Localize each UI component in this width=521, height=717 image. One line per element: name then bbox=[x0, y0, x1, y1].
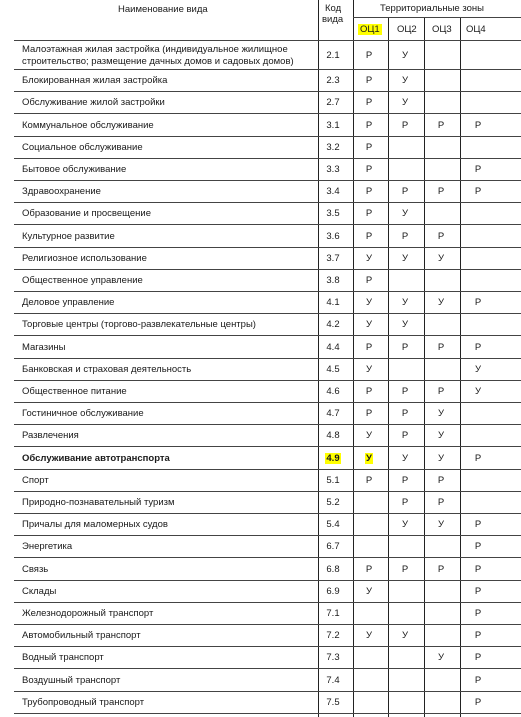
zone-value-4: Р bbox=[474, 607, 482, 619]
zone-value-4: У bbox=[474, 363, 482, 375]
row-rule bbox=[14, 535, 521, 536]
row-code: 3.1 bbox=[326, 119, 340, 131]
row-name: Склады bbox=[22, 585, 57, 597]
row-name: Здравоохранение bbox=[22, 186, 101, 198]
zone-value-2: Р bbox=[401, 341, 409, 353]
row-name: Общественное питание bbox=[22, 385, 127, 397]
zone-value-3: Р bbox=[437, 230, 445, 242]
row-name: Автомобильный транспорт bbox=[22, 630, 141, 642]
row-code: 4.1 bbox=[326, 297, 340, 309]
row-code: 3.3 bbox=[326, 163, 340, 175]
zone-value-2: У bbox=[401, 319, 409, 331]
zone-value-1: Р bbox=[365, 474, 373, 486]
zone-value-1: У bbox=[365, 585, 373, 597]
row-rule bbox=[14, 580, 521, 581]
zone-value-3: У bbox=[437, 452, 445, 464]
row-rule bbox=[14, 69, 521, 70]
zone-value-2: У bbox=[401, 75, 409, 87]
zone-label-2: ОЦ2 bbox=[397, 24, 417, 35]
highlighted-code: 4.9 bbox=[326, 452, 340, 464]
row-rule bbox=[14, 691, 521, 692]
zone-value-1: Р bbox=[365, 563, 373, 575]
zone-value-3: У bbox=[437, 430, 445, 442]
row-code: 4.2 bbox=[326, 319, 340, 331]
row-rule bbox=[14, 113, 521, 114]
zone-value-1: У bbox=[365, 319, 373, 331]
zone-value-2: Р bbox=[401, 408, 409, 420]
header-zone-rule bbox=[353, 17, 521, 18]
row-rule bbox=[14, 291, 521, 292]
row-name: Культурное развитие bbox=[22, 230, 115, 242]
row-name: Воздушный транспорт bbox=[22, 674, 121, 686]
zone-value-2: Р bbox=[401, 563, 409, 575]
row-name: Торговые центры (торгово-развлекательные центры) bbox=[22, 319, 256, 331]
row-rule bbox=[14, 424, 521, 425]
zone-label-3: ОЦ3 bbox=[432, 24, 452, 35]
zone-value-1: Р bbox=[365, 186, 373, 198]
row-rule bbox=[14, 602, 521, 603]
zone-value-4: Р bbox=[474, 585, 482, 597]
row-code: 4.7 bbox=[326, 408, 340, 420]
zone-value-4: Р bbox=[474, 452, 482, 464]
zone-value-2: У bbox=[401, 49, 409, 61]
zone-value-2: Р bbox=[401, 119, 409, 131]
row-rule bbox=[14, 491, 521, 492]
zone-value-1: Р bbox=[365, 49, 373, 61]
zone-value-1: Р bbox=[365, 97, 373, 109]
row-name: Спорт bbox=[22, 474, 49, 486]
zone-value-2: Р bbox=[401, 385, 409, 397]
row-code: 3.2 bbox=[326, 141, 340, 153]
zone-column-rule bbox=[424, 17, 425, 717]
zone-value-3: Р bbox=[437, 119, 445, 131]
row-name: Водный транспорт bbox=[22, 652, 104, 664]
zone-value-1: Р bbox=[365, 408, 373, 420]
row-name: Блокированная жилая застройка bbox=[22, 75, 168, 87]
zone-value-2: У bbox=[401, 519, 409, 531]
row-code: 3.5 bbox=[326, 208, 340, 220]
zone-value-1: Р bbox=[365, 163, 373, 175]
zone-value-3: Р bbox=[437, 186, 445, 198]
zone-value-1: Р bbox=[365, 75, 373, 87]
header-code-line1: Код bbox=[325, 3, 342, 14]
zone-column-rule bbox=[388, 17, 389, 717]
row-code: 7.1 bbox=[326, 607, 340, 619]
zone-value-2: У bbox=[401, 252, 409, 264]
row-code: 6.7 bbox=[326, 541, 340, 553]
zone-value-1: Р bbox=[365, 341, 373, 353]
zone-value-4: Р bbox=[474, 674, 482, 686]
row-code: 4.4 bbox=[326, 341, 340, 353]
row-name: Религиозное использование bbox=[22, 252, 147, 264]
row-name: Обслуживание жилой застройки bbox=[22, 97, 165, 109]
zone-value-4: Р bbox=[474, 563, 482, 575]
row-name: Энергетика bbox=[22, 541, 73, 553]
zone-value-4: Р bbox=[474, 186, 482, 198]
row-name-line2: строительство; размещение дачных домов и садовых домов) bbox=[22, 56, 294, 67]
zone-value-4: Р bbox=[474, 696, 482, 708]
row-rule bbox=[14, 158, 521, 159]
row-name: Связь bbox=[22, 563, 49, 575]
zone-value-2: Р bbox=[401, 474, 409, 486]
row-rule bbox=[14, 136, 521, 137]
zone-value-4: У bbox=[474, 385, 482, 397]
zone-value-3: Р bbox=[437, 474, 445, 486]
zone-value-4: Р bbox=[474, 519, 482, 531]
row-code: 3.7 bbox=[326, 252, 340, 264]
zone-value-1: У bbox=[365, 297, 373, 309]
row-code: 2.7 bbox=[326, 97, 340, 109]
row-code: 3.8 bbox=[326, 274, 340, 286]
zone-value-2: Р bbox=[401, 230, 409, 242]
header-name: Наименование вида bbox=[118, 4, 208, 15]
row-name: Банковская и страховая деятельность bbox=[22, 363, 192, 375]
zone-value-3: У bbox=[437, 408, 445, 420]
row-rule bbox=[14, 402, 521, 403]
zone-value-1: Р bbox=[365, 274, 373, 286]
zone-value-4: Р bbox=[474, 163, 482, 175]
row-rule bbox=[14, 91, 521, 92]
header-bottom-rule bbox=[14, 40, 521, 41]
row-code: 5.1 bbox=[326, 474, 340, 486]
row-rule bbox=[14, 713, 521, 714]
row-code: 5.2 bbox=[326, 496, 340, 508]
row-rule bbox=[14, 335, 521, 336]
row-rule bbox=[14, 668, 521, 669]
row-code: 3.6 bbox=[326, 230, 340, 242]
zone-column-rule bbox=[460, 17, 461, 717]
row-name: Коммунальное обслуживание bbox=[22, 119, 154, 131]
zone-value-3: У bbox=[437, 252, 445, 264]
header-code-line2: вида bbox=[322, 14, 344, 25]
zone-value-2: У bbox=[401, 297, 409, 309]
row-name: Социальное обслуживание bbox=[22, 141, 143, 153]
zone-value-4: Р bbox=[474, 630, 482, 642]
zone-value-1: У bbox=[365, 252, 373, 264]
zone-value-1: Р bbox=[365, 141, 373, 153]
row-rule bbox=[14, 247, 521, 248]
zone-value-2: Р bbox=[401, 496, 409, 508]
zone-value-2: Р bbox=[401, 186, 409, 198]
zone-value-1: Р bbox=[365, 119, 373, 131]
row-name: Трубопроводный транспорт bbox=[22, 696, 145, 708]
row-code: 4.8 bbox=[326, 430, 340, 442]
row-name: Бытовое обслуживание bbox=[22, 163, 127, 175]
zone-value-4: Р bbox=[474, 297, 482, 309]
row-name: Причалы для маломерных судов bbox=[22, 519, 168, 531]
zone-value-3: Р bbox=[437, 385, 445, 397]
zone-value-3: У bbox=[437, 652, 445, 664]
zone-value-2: У bbox=[401, 97, 409, 109]
row-rule bbox=[14, 557, 521, 558]
row-rule bbox=[14, 313, 521, 314]
zone-value-4: Р bbox=[474, 541, 482, 553]
row-name: Образование и просвещение bbox=[22, 208, 151, 220]
row-code: 2.1 bbox=[326, 49, 340, 61]
zone-value-2: Р bbox=[401, 430, 409, 442]
zone-value-4: Р bbox=[474, 119, 482, 131]
zone-value-2: У bbox=[401, 630, 409, 642]
zone-value-1 bbox=[359, 453, 379, 464]
row-code: 7.3 bbox=[326, 652, 340, 664]
row-rule bbox=[14, 180, 521, 181]
zone-value-1: Р bbox=[365, 230, 373, 242]
row-name: Гостиничное обслуживание bbox=[22, 408, 144, 420]
zone-value-2: У bbox=[401, 208, 409, 220]
row-name: Природно-познавательный туризм bbox=[22, 496, 175, 508]
row-code: 6.8 bbox=[326, 563, 340, 575]
zone-value-1: У bbox=[365, 363, 373, 375]
row-code: 7.5 bbox=[326, 696, 340, 708]
row-rule bbox=[14, 269, 521, 270]
row-rule bbox=[14, 624, 521, 625]
row-rule bbox=[14, 358, 521, 359]
zone-value-3: Р bbox=[437, 341, 445, 353]
header-zones: Территориальные зоны bbox=[380, 3, 484, 14]
zone-value-4: Р bbox=[474, 341, 482, 353]
row-rule bbox=[14, 224, 521, 225]
row-code: 3.4 bbox=[326, 186, 340, 198]
row-code: 4.6 bbox=[326, 385, 340, 397]
zone-value-1: У bbox=[365, 630, 373, 642]
row-code: 4.5 bbox=[326, 363, 340, 375]
row-rule bbox=[14, 646, 521, 647]
zone-value-3: Р bbox=[437, 496, 445, 508]
zone-label-4: ОЦ4 bbox=[466, 24, 486, 35]
zone-value-4: Р bbox=[474, 652, 482, 664]
zone-value-1: Р bbox=[365, 385, 373, 397]
highlighted-value: У bbox=[366, 452, 372, 464]
zone-value-3: У bbox=[437, 297, 445, 309]
row-name: Деловое управление bbox=[22, 297, 115, 309]
row-rule bbox=[14, 513, 521, 514]
row-name: Обслуживание автотранспорта bbox=[22, 452, 170, 464]
zone-value-3: Р bbox=[437, 563, 445, 575]
row-code: 5.4 bbox=[326, 519, 340, 531]
zone-value-1: Р bbox=[365, 208, 373, 220]
zone-label-1: ОЦ1 bbox=[360, 24, 380, 35]
row-code: 6.9 bbox=[326, 585, 340, 597]
row-code bbox=[318, 453, 348, 464]
row-name: Развлечения bbox=[22, 430, 79, 442]
row-name: Малоэтажная жилая застройка (индивидуальное жилищное bbox=[22, 44, 288, 55]
row-name: Железнодорожный транспорт bbox=[22, 607, 154, 619]
row-rule bbox=[14, 469, 521, 470]
row-rule bbox=[14, 446, 521, 447]
zone-value-3: У bbox=[437, 519, 445, 531]
row-name: Магазины bbox=[22, 341, 66, 353]
row-rule bbox=[14, 202, 521, 203]
row-name: Общественное управление bbox=[22, 274, 143, 286]
row-rule bbox=[14, 380, 521, 381]
zone-value-2: У bbox=[401, 452, 409, 464]
row-code: 7.2 bbox=[326, 630, 340, 642]
row-code: 7.4 bbox=[326, 674, 340, 686]
row-code: 2.3 bbox=[326, 75, 340, 87]
zone-value-1: У bbox=[365, 430, 373, 442]
